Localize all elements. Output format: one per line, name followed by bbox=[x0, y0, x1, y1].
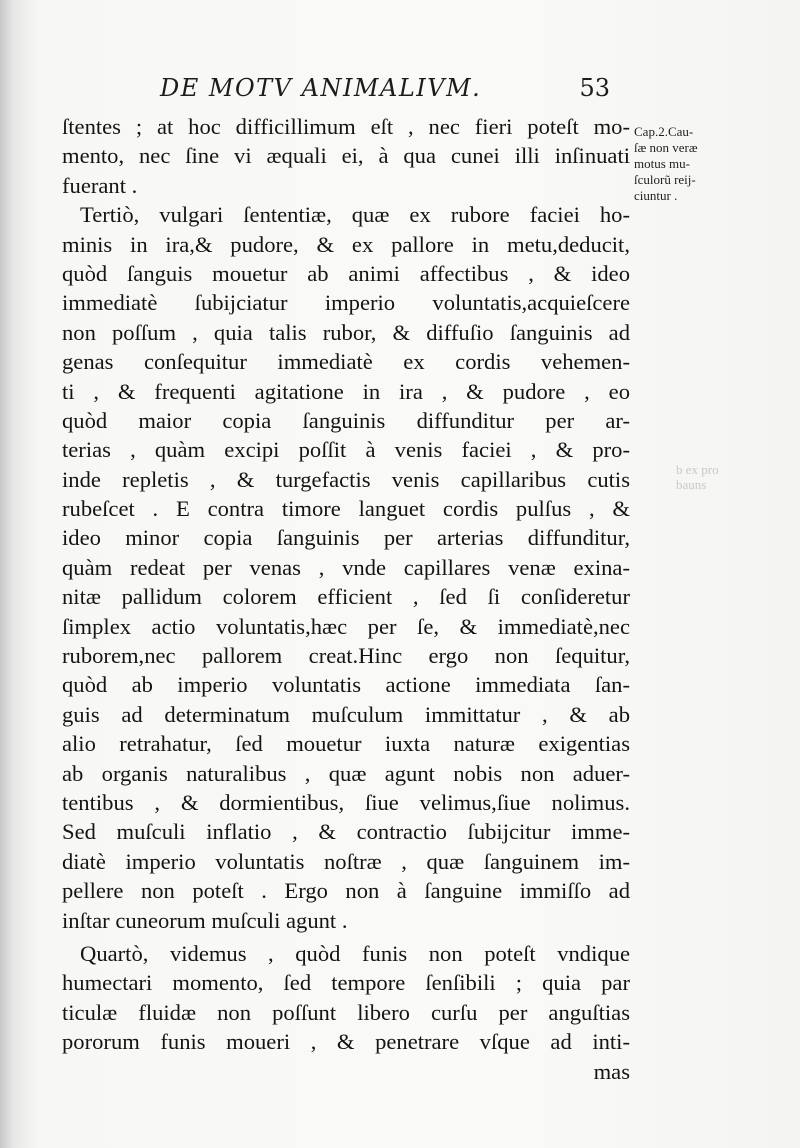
text-line: humectari momento, ſed tempore ſenſibili ; quia par bbox=[62, 970, 630, 996]
text-line: ſtentes ; at hoc difficillimum eſt , nec fieri poteſt mo- bbox=[62, 114, 630, 139]
text-line: fuerant . bbox=[62, 172, 138, 198]
text-line: ruborem,nec pallorem creat.Hinc ergo non ſequitur, bbox=[62, 643, 630, 669]
text-line: rubeſcet . E contra timore languet cordis pulſus , & bbox=[62, 496, 630, 522]
running-title: DE MOTV ANIMALIVM. bbox=[160, 74, 482, 102]
text-line: nitæ pallidum colorem efficient , ſed ſi conſideretur bbox=[62, 584, 630, 610]
margin-note-line: ſæ non veræ bbox=[634, 140, 698, 155]
text-line: pororum funis moueri , & penetrare vſque ad inti- bbox=[62, 1029, 630, 1055]
text-line: Tertiò, vulgari ſententiæ, quæ ex rubore faciei ho- bbox=[80, 202, 630, 228]
text-line: Quartò, videmus , quòd funis non poteſt vndique bbox=[80, 940, 630, 966]
text-line: quòd maior copia ſanguinis diffunditur per ar- bbox=[62, 407, 630, 433]
margin-note-line: ſculorũ reij- bbox=[634, 172, 696, 187]
text-line: non poſſum , quia talis rubor, & diffuſio ſanguinis ad bbox=[62, 319, 630, 345]
text-line: mento, nec ſine vi æquali ei, à qua cunei illi inſinuati bbox=[62, 143, 630, 169]
margin-note-line: motus mu- bbox=[634, 156, 690, 171]
text-line: ab organis naturalibus , quæ agunt nobis non aduer- bbox=[62, 760, 630, 786]
text-line: ſimplex actio voluntatis,hæc per ſe, & immediatè,nec bbox=[62, 613, 630, 639]
text-line: diatè imperio voluntatis noſtræ , quæ ſanguinem im- bbox=[62, 848, 630, 874]
text-line: ti , & frequenti agitatione in ira , & pudore , eo bbox=[62, 378, 630, 404]
body-text bbox=[62, 112, 630, 1086]
margin-note bbox=[634, 124, 744, 204]
text-line: ticulæ fluidæ non poſſunt libero curſu per anguſtias bbox=[62, 999, 630, 1025]
text-line: inde repletis , & turgefactis venis capillaribus cutis bbox=[62, 466, 630, 492]
margin-note-line: ciuntur . bbox=[634, 188, 678, 203]
bleed-through-line: bauns bbox=[676, 477, 707, 492]
text-line: minis in ira,& pudore, & ex pallore in metu,deducit, bbox=[62, 231, 630, 257]
page-header bbox=[160, 70, 610, 110]
bleed-through-line: b ex pro bbox=[676, 462, 719, 477]
text-line: pellere non poteſt . Ergo non à ſanguine immiſſo ad bbox=[62, 878, 630, 904]
text-line: quòd ſanguis mouetur ab animi affectibus , & ideo bbox=[62, 260, 630, 286]
text-line: immediatè ſubijciatur imperio voluntatis,acquieſcere bbox=[62, 290, 630, 316]
text-line: guis ad determinatum muſculum immittatur , & ab bbox=[62, 701, 630, 727]
catchword: mas bbox=[593, 1058, 630, 1084]
bleed-through-text bbox=[676, 462, 719, 492]
margin-note-line: Cap.2.Cau- bbox=[634, 124, 694, 139]
text-line: quàm redeat per venas , vnde capillares venæ exina- bbox=[62, 554, 630, 580]
text-line: tentibus , & dormientibus, ſiue velimus,ſiue nolimus. bbox=[62, 789, 630, 815]
text-line: terias , quàm excipi poſſit à venis faciei , & pro- bbox=[62, 437, 630, 463]
text-line: alio retrahatur, ſed mouetur iuxta naturæ exigentias bbox=[62, 731, 630, 757]
page-number: 53 bbox=[579, 74, 610, 102]
text-line: Sed muſculi inflatio , & contractio ſubijcitur imme- bbox=[62, 819, 630, 845]
text-line: inſtar cuneorum muſculi agunt . bbox=[62, 907, 348, 933]
text-line: genas conſequitur immediatè ex cordis vehemen- bbox=[62, 349, 630, 375]
text-line: quòd ab imperio voluntatis actione immediata ſan- bbox=[62, 672, 630, 698]
text-line: ideo minor copia ſanguinis per arterias diffunditur, bbox=[62, 525, 630, 551]
